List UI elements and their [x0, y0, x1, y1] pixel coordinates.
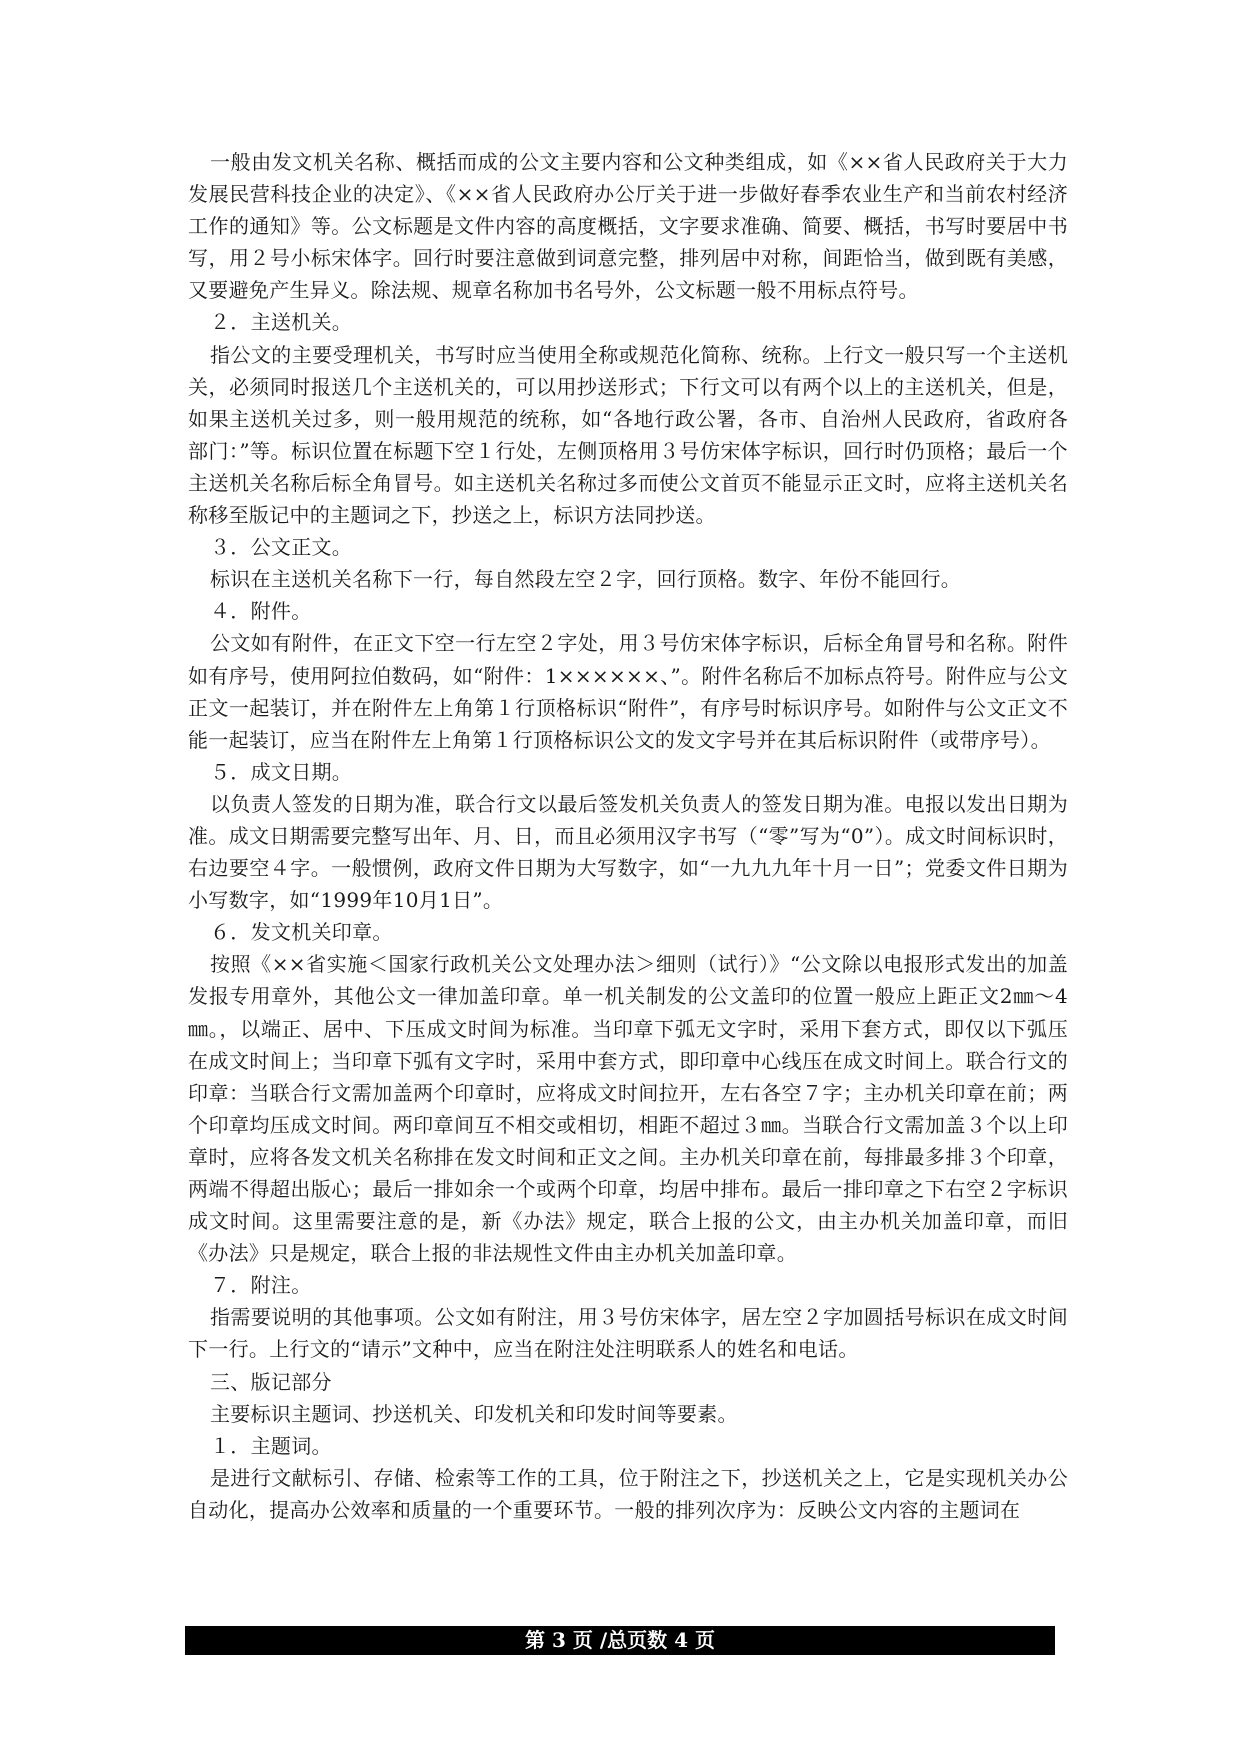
paragraph-seal: 按照《××省实施＜国家行政机关公文处理办法＞细则（试行）》“公文除以电报形式发出的加盖发报专用章外，其他公文一律加盖印章。单一机关制发的公文盖印的位置一般应上距正文2㎜～4㎜。，以端正、居中、下压成文时间为标准。当印章下弧无文字时，采用下套方式，即仅以下弧压在成文时间上；当印章下弧有文字时，采用中套方式，即印章中心线压在成文时间上。联合行文的印章：当联合行文需加盖两个印章时，应将成文时间拉开，左右各空７字；主办机关印章在前；两个印章均压成文时间。两印章间互不相交或相切，相距不超过３㎜。当联合行文需加盖３个以上印章时，应将各发文机关名称排在发文时间和正文之间。主办机关印章在前，每排最多排３个印章，两端不得超出版心；最后一排如余一个或两个印章，均居中排布。最后一排印章之下右空２字标识成文时间。这里需要注意的是，新《办法》规定，联合上报的公文，由主办机关加盖印章，而旧《办法》只是规定，联合上报的非法规性文件由主办机关加盖印章。 [188, 952, 1068, 1266]
heading-notes: ７．附注。 [210, 1273, 312, 1298]
heading-issue-date: ５．成文日期。 [210, 759, 353, 784]
paragraph-attachment: 公文如有附件，在正文下空一行左空２字处，用３号仿宋体字标识，后标全角冒号和名称。附件如有序号，使用阿拉伯数码，如“附件：1××××××、”。附件名称后不加标点符号。附件应与公文正文一起装订，并在附件左上角第１行顶格标识“附件”，有序号时标识序号。如附件与公文正文不能一起装订，应当在附件左上角第１行顶格标识公文的发文字号并在其后标识附件（或带序号）。 [188, 631, 1068, 752]
paragraph-record-section: 主要标识主题词、抄送机关、印发机关和印发时间等要素。 [210, 1401, 738, 1426]
page-number-label: 第 3 页 /总页数 4 页 [525, 1628, 715, 1652]
heading-record-section: 三、版记部分 [210, 1369, 332, 1394]
document-body [188, 146, 1068, 1526]
heading-body-text: ３．公文正文。 [210, 535, 353, 560]
heading-subject-words: １．主题词。 [210, 1433, 332, 1458]
paragraph-title-rules: 一般由发文机关名称、概括而成的公文主要内容和公文种类组成，如《××省人民政府关于大力发展民营科技企业的决定》、《××省人民政府办公厅关于进一步做好春季农业生产和当前农村经济工作的通知》等。公文标题是文件内容的高度概括，文字要求准确、简要、概括，书写时要居中书写，用２号小标宋体字。回行时要注意做到词意完整，排列居中对称，间距恰当，做到既有美感，又要避免产生异义。除法规、规章名称加书名号外，公文标题一般不用标点符号。 [188, 150, 1068, 303]
page-footer [185, 1626, 1055, 1655]
heading-seal: ６．发文机关印章。 [210, 920, 393, 945]
paragraph-body-text: 标识在主送机关名称下一行，每自然段左空２字，回行顶格。数字、年份不能回行。 [210, 567, 962, 592]
heading-main-recipient: ２．主送机关。 [210, 310, 353, 335]
paragraph-subject-words: 是进行文献标引、存储、检索等工作的工具，位于附注之下，抄送机关之上，它是实现机关办公自动化，提高办公效率和质量的一个重要环节。一般的排列次序为：反映公文内容的主题词在 [188, 1465, 1068, 1522]
paragraph-notes: 指需要说明的其他事项。公文如有附注，用３号仿宋体字，居左空２字加圆括号标识在成文时间下一行。上行文的“请示”文种中，应当在附注处注明联系人的姓名和电话。 [188, 1305, 1068, 1362]
paragraph-issue-date: 以负责人签发的日期为准，联合行文以最后签发机关负责人的签发日期为准。电报以发出日期为准。成文日期需要完整写出年、月、日，而且必须用汉字书写（“零”写为“0”）。成文时间标识时，右边要空４字。一般惯例，政府文件日期为大写数字，如“一九九九年十月一日”；党委文件日期为小写数字，如“1999年10月1日”。 [188, 791, 1068, 913]
paragraph-main-recipient: 指公文的主要受理机关，书写时应当使用全称或规范化简称、统称。上行文一般只写一个主送机关，必须同时报送几个主送机关的，可以用抄送形式；下行文可以有两个以上的主送机关，但是，如果主送机关过多，则一般用规范的统称，如“各地行政公署，各市、自治州人民政府，省政府各部门：”等。标识位置在标题下空１行处，左侧顶格用３号仿宋体字标识，回行时仍顶格；最后一个主送机关名称后标全角冒号。如主送机关名称过多而使公文首页不能显示正文时，应将主送机关名称移至版记中的主题词之下，抄送之上，标识方法同抄送。 [188, 342, 1068, 528]
heading-attachment: ４．附件。 [210, 599, 312, 624]
